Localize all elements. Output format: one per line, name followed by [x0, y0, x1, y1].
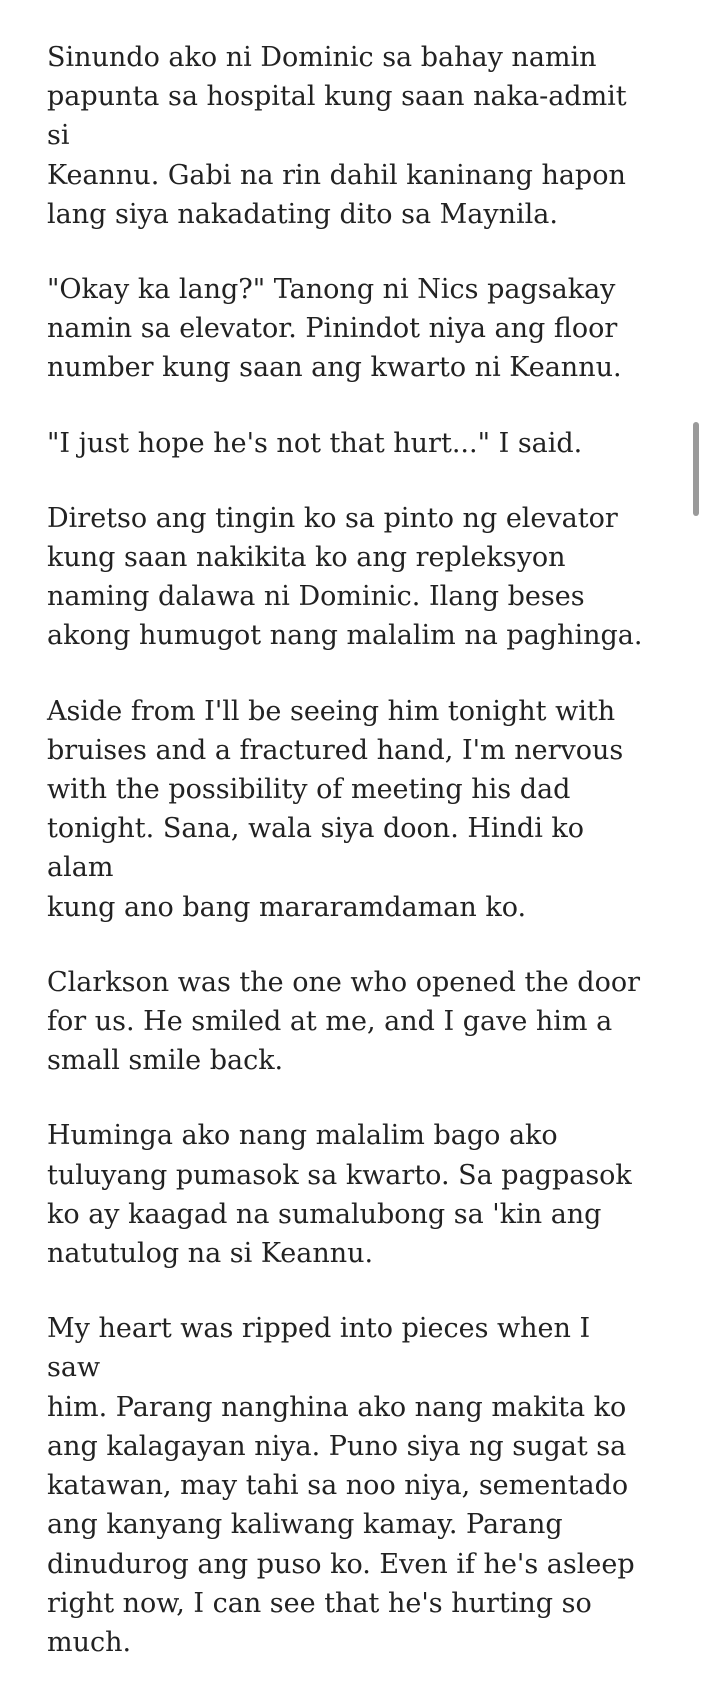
- story-paragraph: "Okay ka lang?" Tanong ni Nics pagsakay namin sa elevator. Pinindot niya ang floor number kung saan ang kwarto ni Keannu.: [47, 274, 622, 384]
- story-paragraph: My heart was ripped into pieces when I saw him. Parang nanghina ako nang makita ko ang kalagayan niya. Puno siya ng sugat sa katawan, may tahi sa noo niya, sementado ang kanyang kaliwang kamay. Parang dinudurog ang puso ko. Even if he's asleep right now, I can see that he's hurting so much.: [47, 1313, 635, 1658]
- story-paragraph: Aside from I'll be seeing him tonight with bruises and a fractured hand, I'm nervous with the possibility of meeting his dad tonight. Sana, wala siya doon. Hindi ko alam kung ano bang mararamdaman ko.: [47, 695, 624, 923]
- story-paragraph: Sinundo ako ni Dominic sa bahay namin papunta sa hospital kung saan naka-admit si Keannu. Gabi na rin dahil kaninang hapon lang siya nakadating dito sa Maynila.: [47, 42, 627, 230]
- story-paragraph: Diretso ang tingin ko sa pinto ng elevator kung saan nakikita ko ang repleksyon naming dalawa ni Dominic. Ilang beses akong humugot nang malalim na paghinga.: [47, 502, 643, 652]
- scrollbar-thumb[interactable]: [693, 422, 699, 516]
- story-paragraph: Huminga ako nang malalim bago ako tuluyang pumasok sa kwarto. Sa pagpasok ko ay kaagad na sumalubong sa 'kin ang natutulog na si Keannu.: [47, 1120, 632, 1270]
- story-paragraph: Clarkson was the one who opened the door for us. He smiled at me, and I gave him a small smile back.: [47, 966, 640, 1077]
- story-text: [47, 38, 647, 1698]
- story-paragraph: "I just hope he's not that hurt..." I said.: [47, 427, 583, 459]
